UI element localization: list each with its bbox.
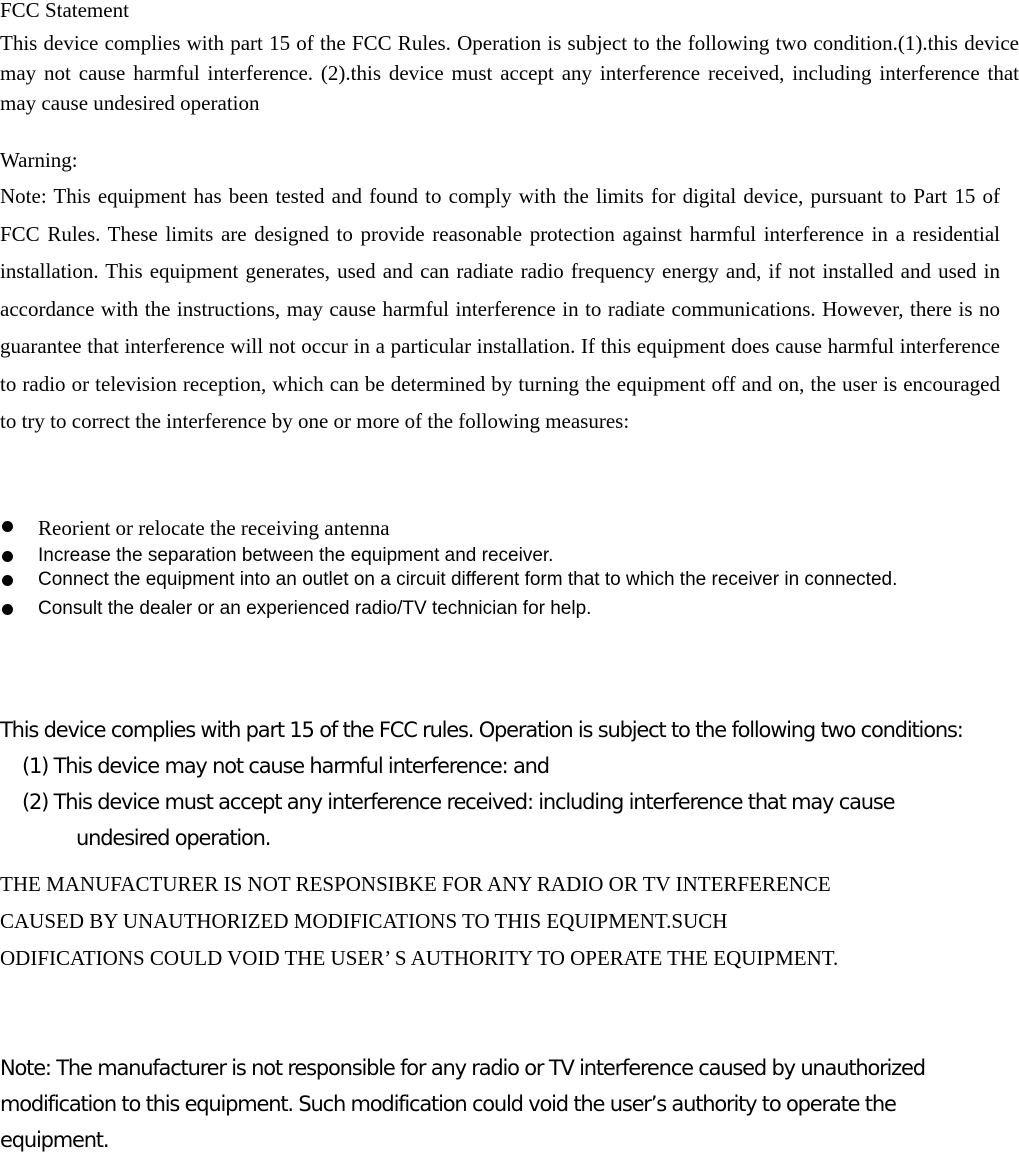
note-line: Note: The manufacturer is not responsible for any radio or TV interference caused by unauthorized — [0, 1056, 925, 1080]
bullet-icon — [2, 575, 13, 586]
measure-item — [0, 545, 1019, 566]
compliance-condition-2: (2) This device must accept any interference received: including interference that may cause — [22, 790, 895, 814]
measure-item — [0, 515, 1019, 541]
measures-list — [0, 515, 1019, 619]
compliance-condition-2-continued: undesired operation. — [76, 826, 271, 850]
bullet-icon — [2, 551, 13, 562]
note-line: equipment. — [0, 1128, 109, 1152]
measure-text: Consult the dealer or an experienced radio/TV technician for help. — [38, 598, 592, 619]
note-line: modification to this equipment. Such modification could void the user’s authority to operate the — [0, 1092, 896, 1116]
compliance-intro: This device complies with part 15 of the FCC rules. Operation is subject to the following two conditions: — [0, 718, 963, 742]
disclaimer-line: ODIFICATIONS COULD VOID THE USER’ S AUTHORITY TO OPERATE THE EQUIPMENT. — [0, 946, 839, 970]
warning-label: Warning: — [0, 148, 78, 172]
manufacturer-disclaimer-caps — [0, 866, 1019, 977]
measure-text: Increase the separation between the equipment and receiver. — [38, 545, 554, 566]
measure-text: Reorient or relocate the receiving antenna — [38, 516, 390, 540]
bullet-icon — [2, 604, 13, 615]
fcc-statement-title: FCC Statement — [0, 0, 129, 22]
disclaimer-line: CAUSED BY UNAUTHORIZED MODIFICATIONS TO THIS EQUIPMENT.SUCH — [0, 909, 728, 933]
measure-item — [0, 569, 1019, 590]
bullet-icon — [2, 521, 13, 532]
measure-item — [0, 598, 1019, 619]
measure-text: Connect the equipment into an outlet on a circuit different form that to which the receiver in connected. — [38, 569, 898, 590]
fcc-statement-body: This device complies with part 15 of the FCC Rules. Operation is subject to the following two condition.(1).this device may not cause harmful interference. (2).this device must accept any interference received, including interference that may cause undesired operation — [0, 31, 1019, 115]
compliance-section — [0, 712, 1019, 856]
warning-note-paragraph: Note: This equipment has been tested and found to comply with the limits for digital device, pursuant to Part 15 of FCC Rules. These limits are designed to provide reasonable protection against harmful interference in a residential installation. This equipment generates, used and can radiate radio frequency energy and, if not installed and used in accordance with the instructions, may cause harmful interference in to radiate communications. However, there is no guarantee that interference will not occur in a particular installation. If this equipment does cause harmful interference to radio or television reception, which can be determined by turning the equipment off and on, the user is encouraged to try to correct the interference by one or more of the following measures: — [0, 184, 1000, 433]
manufacturer-note — [0, 1050, 1000, 1158]
disclaimer-line: THE MANUFACTURER IS NOT RESPONSIBKE FOR ANY RADIO OR TV INTERFERENCE — [0, 872, 831, 896]
compliance-condition-1: (1) This device may not cause harmful interference: and — [22, 754, 549, 778]
